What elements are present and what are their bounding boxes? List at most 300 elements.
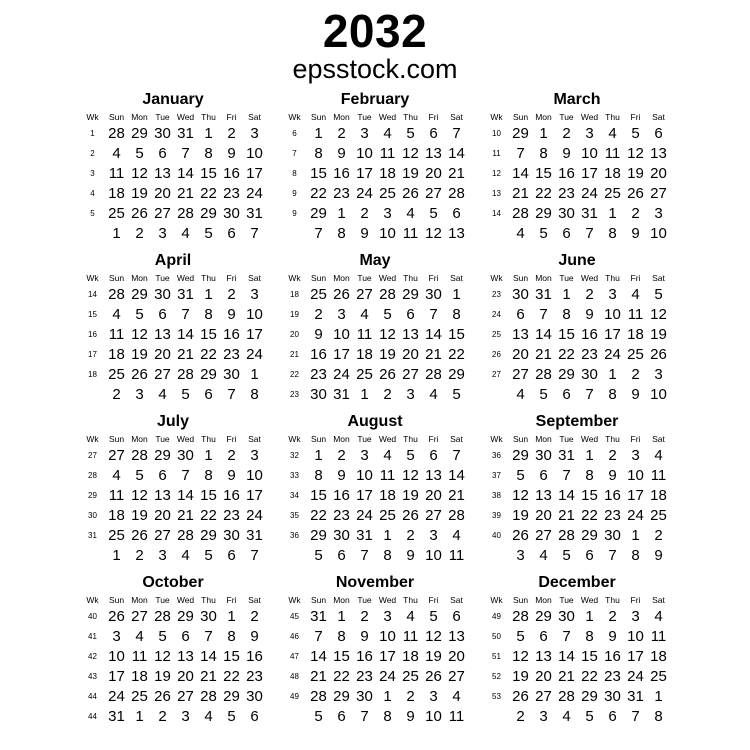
day-cell: 6 — [516, 306, 525, 324]
day-cell: 11 — [379, 145, 396, 163]
day-cell: 14 — [535, 326, 552, 344]
day-cell: 8 — [337, 225, 346, 243]
week-row — [80, 345, 266, 365]
day-cell: 27 — [131, 608, 148, 626]
week-number — [282, 546, 307, 566]
month-title: November — [335, 573, 415, 591]
day-cell: 4 — [516, 225, 525, 243]
day-header: Fri — [226, 594, 237, 605]
day-cell: 28 — [131, 447, 148, 465]
day-header: Tue — [559, 111, 574, 122]
day-cell: 29 — [177, 608, 194, 626]
day-cell: 7 — [452, 447, 461, 465]
day-cell: 2 — [227, 125, 236, 143]
week-row — [484, 204, 670, 224]
day-cell: 1 — [608, 366, 617, 384]
day-cell: 19 — [425, 648, 442, 666]
day-cell: 11 — [604, 145, 621, 163]
day-cell: 1 — [135, 708, 144, 726]
week-number: 36 — [492, 451, 501, 461]
month-table — [484, 110, 670, 244]
week-column-header: Wk — [490, 272, 503, 283]
week-number: 41 — [88, 632, 97, 642]
day-cell: 10 — [581, 145, 598, 163]
day-cell: 4 — [383, 125, 392, 143]
day-cell: 21 — [177, 507, 194, 525]
day-header: Wed — [378, 272, 397, 283]
day-cell: 5 — [227, 708, 236, 726]
day-cell: 2 — [337, 125, 346, 143]
day-cell: 30 — [333, 527, 350, 545]
day-cell: 5 — [314, 708, 323, 726]
day-cell: 2 — [337, 447, 346, 465]
week-number: 33 — [290, 471, 299, 481]
day-cell: 7 — [181, 145, 190, 163]
day-cell: 24 — [581, 185, 598, 203]
day-cell: 18 — [604, 165, 621, 183]
day-cell: 2 — [406, 527, 415, 545]
day-cell: 11 — [108, 487, 125, 505]
day-cell: 13 — [154, 487, 171, 505]
day-cell: 1 — [654, 688, 663, 706]
day-cell: 18 — [650, 648, 667, 666]
day-cell: 24 — [246, 507, 263, 525]
week-number — [282, 224, 307, 244]
week-row — [282, 607, 468, 627]
day-cell: 22 — [200, 185, 217, 203]
day-cell: 20 — [154, 507, 171, 525]
day-header: Sun — [310, 272, 327, 283]
day-cell: 14 — [512, 165, 529, 183]
day-cell: 3 — [360, 447, 369, 465]
day-cell: 24 — [604, 346, 621, 364]
month-table — [282, 110, 468, 244]
day-cell: 18 — [108, 507, 125, 525]
day-cell: 21 — [448, 165, 465, 183]
week-row — [484, 385, 670, 405]
day-cell: 3 — [429, 527, 438, 545]
day-cell: 5 — [135, 145, 144, 163]
week-row — [80, 667, 266, 687]
day-cell: 5 — [562, 547, 571, 565]
month-title: October — [142, 573, 204, 591]
day-cell: 30 — [512, 286, 529, 304]
week-number: 40 — [492, 531, 501, 541]
day-cell: 9 — [608, 628, 617, 646]
day-header: Sat — [450, 594, 463, 605]
day-cell: 17 — [246, 487, 263, 505]
day-cell: 11 — [402, 225, 419, 243]
week-number: 18 — [290, 290, 299, 300]
day-cell: 20 — [425, 165, 442, 183]
week-number: 52 — [492, 672, 501, 682]
day-cell: 24 — [333, 366, 350, 384]
week-number: 19 — [290, 310, 299, 320]
day-header: Sat — [248, 433, 261, 444]
week-number: 44 — [88, 712, 97, 722]
week-number: 2 — [90, 149, 95, 159]
day-cell: 12 — [379, 326, 396, 344]
day-cell: 18 — [379, 165, 396, 183]
day-cell: 9 — [406, 708, 415, 726]
day-cell: 28 — [512, 608, 529, 626]
week-row — [484, 647, 670, 667]
day-cell: 17 — [246, 165, 263, 183]
day-cell: 2 — [585, 286, 594, 304]
day-cell: 23 — [581, 346, 598, 364]
day-cell: 13 — [154, 326, 171, 344]
day-cell: 30 — [223, 527, 240, 545]
day-cell: 5 — [383, 306, 392, 324]
day-header: Sun — [512, 594, 529, 605]
day-cell: 30 — [425, 286, 442, 304]
day-cell: 29 — [200, 527, 217, 545]
day-cell: 28 — [448, 185, 465, 203]
week-row — [282, 325, 468, 345]
day-cell: 30 — [604, 527, 621, 545]
week-row — [282, 144, 468, 164]
day-cell: 14 — [177, 487, 194, 505]
day-header: Fri — [428, 111, 439, 122]
day-cell: 11 — [448, 547, 465, 565]
day-cell: 15 — [200, 487, 217, 505]
week-row — [282, 486, 468, 506]
day-cell: 8 — [608, 225, 617, 243]
week-row — [484, 466, 670, 486]
day-cell: 6 — [337, 547, 346, 565]
month-february — [274, 90, 476, 244]
day-cell: 2 — [406, 688, 415, 706]
week-row — [282, 365, 468, 385]
week-number: 15 — [88, 310, 97, 320]
week-number: 50 — [492, 632, 501, 642]
week-row — [282, 446, 468, 466]
day-cell: 20 — [177, 668, 194, 686]
day-cell: 2 — [158, 708, 167, 726]
day-cell: 19 — [379, 346, 396, 364]
day-header: Thu — [605, 594, 620, 605]
day-header: Thu — [605, 111, 620, 122]
day-cell: 1 — [112, 547, 121, 565]
day-cell: 26 — [512, 527, 529, 545]
day-cell: 7 — [314, 225, 323, 243]
day-cell: 21 — [425, 346, 442, 364]
week-row — [80, 305, 266, 325]
day-cell: 23 — [604, 668, 621, 686]
day-cell: 16 — [604, 648, 621, 666]
week-number: 26 — [492, 350, 501, 360]
day-cell: 10 — [333, 326, 350, 344]
day-cell: 1 — [204, 447, 213, 465]
day-cell: 18 — [379, 487, 396, 505]
day-cell: 21 — [177, 185, 194, 203]
day-cell: 23 — [223, 346, 240, 364]
day-cell: 26 — [425, 668, 442, 686]
day-cell: 27 — [154, 205, 171, 223]
day-cell: 2 — [250, 608, 259, 626]
week-row — [80, 526, 266, 546]
day-cell: 8 — [204, 467, 213, 485]
day-cell: 7 — [516, 145, 525, 163]
day-cell: 4 — [158, 386, 167, 404]
day-cell: 10 — [650, 225, 667, 243]
day-cell: 3 — [383, 608, 392, 626]
day-header: Fri — [428, 272, 439, 283]
week-row — [80, 607, 266, 627]
day-cell: 26 — [108, 608, 125, 626]
day-header-row — [282, 432, 468, 446]
day-cell: 3 — [250, 447, 259, 465]
day-cell: 28 — [177, 527, 194, 545]
day-cell: 26 — [627, 185, 644, 203]
day-cell: 13 — [535, 648, 552, 666]
day-cell: 10 — [246, 306, 263, 324]
day-cell: 27 — [512, 366, 529, 384]
day-cell: 3 — [654, 366, 663, 384]
day-cell: 17 — [108, 668, 125, 686]
day-cell: 24 — [246, 346, 263, 364]
day-cell: 3 — [337, 306, 346, 324]
day-cell: 20 — [448, 648, 465, 666]
week-number: 27 — [492, 370, 501, 380]
day-cell: 26 — [154, 688, 171, 706]
week-row — [80, 647, 266, 667]
week-number: 36 — [290, 531, 299, 541]
day-header: Sat — [450, 272, 463, 283]
day-cell: 6 — [429, 125, 438, 143]
week-number: 35 — [290, 511, 299, 521]
day-cell: 22 — [581, 507, 598, 525]
week-number: 49 — [290, 692, 299, 702]
day-cell: 12 — [425, 225, 442, 243]
week-row — [282, 204, 468, 224]
day-cell: 29 — [154, 447, 171, 465]
day-cell: 25 — [650, 668, 667, 686]
day-cell: 20 — [154, 346, 171, 364]
day-cell: 11 — [627, 306, 644, 324]
day-cell: 25 — [379, 185, 396, 203]
week-row — [484, 707, 670, 727]
day-cell: 3 — [250, 125, 259, 143]
week-number: 16 — [88, 330, 97, 340]
week-number: 21 — [290, 350, 299, 360]
day-header: Tue — [559, 594, 574, 605]
day-cell: 9 — [585, 306, 594, 324]
month-september — [476, 412, 678, 566]
week-row — [484, 224, 670, 244]
day-cell: 14 — [558, 487, 575, 505]
day-cell: 7 — [608, 547, 617, 565]
day-cell: 7 — [181, 467, 190, 485]
day-cell: 4 — [406, 205, 415, 223]
day-cell: 7 — [562, 628, 571, 646]
day-header: Sun — [512, 433, 529, 444]
day-header: Thu — [201, 272, 216, 283]
day-cell: 3 — [135, 386, 144, 404]
day-cell: 27 — [154, 527, 171, 545]
week-number: 32 — [290, 451, 299, 461]
week-number: 38 — [492, 491, 501, 501]
day-cell: 9 — [227, 467, 236, 485]
week-row — [80, 285, 266, 305]
week-number: 27 — [88, 451, 97, 461]
week-number: 25 — [492, 330, 501, 340]
day-cell: 2 — [654, 527, 663, 545]
day-cell: 28 — [558, 527, 575, 545]
week-row — [484, 486, 670, 506]
day-header: Wed — [580, 433, 599, 444]
day-cell: 30 — [154, 125, 171, 143]
day-cell: 2 — [135, 547, 144, 565]
day-cell: 1 — [204, 125, 213, 143]
day-cell: 21 — [200, 668, 217, 686]
day-cell: 19 — [402, 487, 419, 505]
week-number: 14 — [492, 209, 501, 219]
day-cell: 31 — [108, 708, 125, 726]
day-cell: 4 — [181, 225, 190, 243]
day-cell: 21 — [512, 185, 529, 203]
week-row — [282, 667, 468, 687]
week-row — [484, 526, 670, 546]
day-cell: 30 — [310, 386, 327, 404]
site-name: epsstock.com — [292, 54, 458, 85]
week-row — [484, 687, 670, 707]
day-cell: 1 — [383, 527, 392, 545]
year-title: 2032 — [322, 5, 428, 57]
day-header: Sat — [450, 111, 463, 122]
week-row — [80, 446, 266, 466]
day-cell: 8 — [585, 467, 594, 485]
day-header: Sat — [652, 111, 665, 122]
day-cell: 9 — [654, 547, 663, 565]
week-row — [282, 224, 468, 244]
day-header: Wed — [176, 272, 195, 283]
week-row — [80, 687, 266, 707]
day-cell: 24 — [246, 185, 263, 203]
day-cell: 2 — [227, 447, 236, 465]
day-cell: 13 — [448, 628, 465, 646]
day-cell: 7 — [452, 125, 461, 143]
day-header: Sat — [652, 594, 665, 605]
week-row — [484, 285, 670, 305]
day-cell: 1 — [314, 447, 323, 465]
day-cell: 8 — [383, 547, 392, 565]
week-row — [80, 506, 266, 526]
week-number: 8 — [292, 169, 297, 179]
day-cell: 31 — [246, 527, 263, 545]
day-cell: 9 — [406, 547, 415, 565]
day-cell: 5 — [181, 386, 190, 404]
day-header: Mon — [131, 272, 148, 283]
day-cell: 13 — [425, 467, 442, 485]
day-cell: 24 — [356, 507, 373, 525]
week-row — [484, 506, 670, 526]
day-cell: 10 — [425, 708, 442, 726]
week-column-header: Wk — [86, 433, 99, 444]
week-number: 22 — [290, 370, 299, 380]
day-cell: 23 — [223, 185, 240, 203]
day-header: Wed — [176, 594, 195, 605]
day-cell: 1 — [452, 286, 461, 304]
day-cell: 18 — [627, 326, 644, 344]
day-header: Sun — [108, 433, 125, 444]
month-title: December — [538, 573, 616, 591]
week-number: 40 — [88, 612, 97, 622]
month-table — [484, 271, 670, 405]
week-number: 28 — [88, 471, 97, 481]
week-row — [282, 627, 468, 647]
day-cell: 12 — [131, 487, 148, 505]
day-cell: 26 — [379, 366, 396, 384]
day-cell: 12 — [512, 487, 529, 505]
day-cell: 16 — [333, 487, 350, 505]
day-cell: 14 — [200, 648, 217, 666]
day-cell: 7 — [250, 547, 259, 565]
week-number: 29 — [88, 491, 97, 501]
day-cell: 11 — [356, 326, 373, 344]
day-cell: 16 — [246, 648, 263, 666]
week-number: 42 — [88, 652, 97, 662]
day-cell: 1 — [204, 286, 213, 304]
day-cell: 27 — [448, 668, 465, 686]
week-number: 13 — [492, 189, 501, 199]
day-header: Sun — [310, 111, 327, 122]
week-number: 20 — [290, 330, 299, 340]
day-cell: 12 — [131, 326, 148, 344]
day-cell: 23 — [604, 507, 621, 525]
day-cell: 28 — [310, 688, 327, 706]
week-column-header: Wk — [490, 111, 503, 122]
day-cell: 29 — [131, 286, 148, 304]
day-cell: 28 — [425, 366, 442, 384]
day-cell: 18 — [131, 668, 148, 686]
day-cell: 14 — [310, 648, 327, 666]
day-header: Tue — [357, 111, 372, 122]
day-cell: 2 — [112, 386, 121, 404]
day-cell: 16 — [223, 487, 240, 505]
day-cell: 2 — [383, 386, 392, 404]
day-cell: 21 — [310, 668, 327, 686]
day-cell: 6 — [204, 386, 213, 404]
day-cell: 22 — [558, 346, 575, 364]
day-cell: 23 — [223, 507, 240, 525]
day-cell: 7 — [429, 306, 438, 324]
day-cell: 1 — [562, 286, 571, 304]
day-cell: 9 — [608, 467, 617, 485]
day-cell: 5 — [204, 225, 213, 243]
week-row — [484, 667, 670, 687]
day-header-row — [282, 271, 468, 285]
day-header: Wed — [176, 111, 195, 122]
month-august — [274, 412, 476, 566]
day-cell: 24 — [379, 668, 396, 686]
week-row — [80, 224, 266, 244]
day-header: Thu — [605, 272, 620, 283]
day-cell: 29 — [310, 527, 327, 545]
day-cell: 4 — [516, 386, 525, 404]
day-cell: 15 — [581, 487, 598, 505]
day-cell: 2 — [360, 205, 369, 223]
day-header: Thu — [403, 594, 418, 605]
day-cell: 29 — [131, 125, 148, 143]
week-column-header: Wk — [490, 433, 503, 444]
day-cell: 16 — [558, 165, 575, 183]
week-row — [80, 486, 266, 506]
day-cell: 25 — [604, 185, 621, 203]
day-cell: 4 — [654, 608, 663, 626]
week-number: 46 — [290, 632, 299, 642]
day-cell: 19 — [131, 507, 148, 525]
